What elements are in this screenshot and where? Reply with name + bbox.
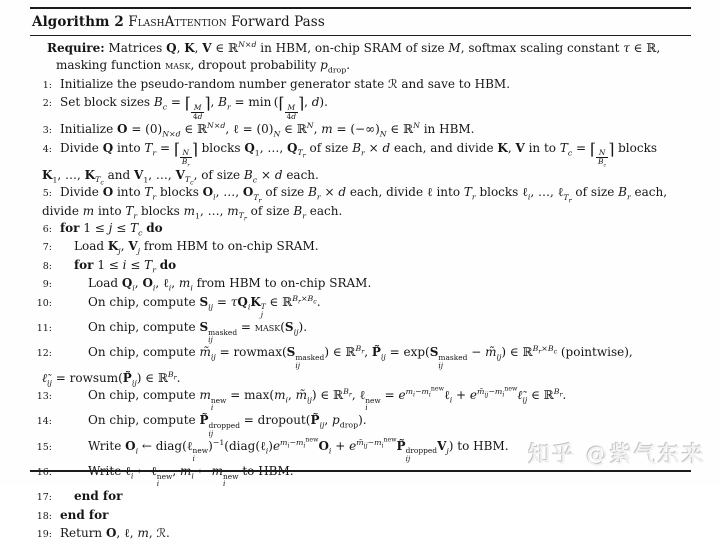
line-number: 19: [36,529,52,541]
line-content: Initialize $O = (0)_{N\times d}$ ∈ ℝ$^{N\times d}$, ℓ = $(0)_N$ ∈ ℝ$^N$, $m = (-\infty)_N$ ∈ ℝ$^N$ in HBM. [60,121,475,139]
algorithm-line [30,76,691,94]
line-content: end for [74,489,123,504]
algorithm-line [30,140,691,167]
algorithm-line [30,344,691,369]
algorithm-line [30,387,691,412]
algorithm-line [30,94,691,121]
algorithm-line-continuation [30,370,691,387]
line-number: 12: [36,348,52,360]
line-number: 17: [36,492,52,504]
line-content: for $1 \le i \le T_r$ do [74,257,177,275]
line-number: 5: [42,188,52,200]
line-content: $\ell̃_{ij}$ = $rowsum(P̃_{ij})$ ∈ ℝ$^{B_r}$. [42,369,181,387]
line-content: On chip, compute m new i = $\max(m_i$, $m̃_{ij}$) ∈ ℝ$^{B_r}$, ℓ new i = $e^{m_i-m_i^{new}}\ell_i$ + $e^{m̃_{ij}-m_i^{new}}\ell̃_{ij}$ ∈ ℝ$^{B_r}$. [88,385,567,413]
algorithm-name: FlashAttention [128,14,227,30]
algorithm-line [30,525,691,543]
algorithm-line-continuation [30,57,691,74]
line-number: 8: [42,260,52,272]
line-content: Require: Matrices Q, K, V ∈ ℝ$^{N\times d}$ in HBM, on-chip SRAM of size M, softmax scaling constant τ ∈ ℝ, [47,40,661,55]
line-content: Initialize the pseudo-random number generator state ℛ and save to HBM. [60,76,511,91]
algorithm-line [30,488,691,506]
algorithm-line [30,121,691,139]
line-number: 6: [42,224,52,235]
line-content: for $1 \le j \le T_c$ do [60,221,163,238]
line-content: end for [60,507,109,522]
line-number: 2: [42,98,52,110]
line-number: 9: [42,279,52,291]
line-content: Return O, ℓ, m, ℛ. [60,526,170,541]
line-number: 11: [36,322,52,334]
line-number: 15: [36,441,52,453]
line-number: 10: [36,297,52,309]
watermark: 知乎 @紫气东来 [528,443,706,468]
algorithm-line [30,275,691,293]
line-number: 3: [42,125,52,137]
line-content: Divide O into $T_r$ blocks $O_i$, …, $O_{T_r}$ of size $B_r \times d$ each, divide ℓ into $T_r$ blocks ℓ$_i$, …, ℓ$_{T_r}$ of size $B_r$ each, [60,185,668,205]
line-number: 4: [42,143,52,155]
algorithm-line-continuation [30,203,691,223]
algorithm-subtitle: Forward Pass [231,14,325,30]
line-number: 14: [36,416,52,428]
line-content: Write $O_i$ ← diag(ℓ new i )$^{-1}(diag(\ell_i)e^{m_i-m_i^{new}}O_i$ + $e^{m̃_{ij}-m_i^{new}}P̃$ dropped ij $V_j$) to HBM. [88,436,509,464]
line-content: On chip, compute $S_{ij} = \tau Q_iK$ T j ∈ ℝ$^{B_r\times B_c}$. [88,293,321,320]
require-block [30,36,691,76]
line-content: masking function mask, dropout probability $p_{drop}$. [56,58,351,75]
line-content: Set block sizes $B_c$ = ⌈ $\frac{M}{4d}$ ⌉, $B_r = \min$ (⌈ $\frac{M}{4d}$ ⌉, d). [60,94,328,121]
algorithm-line [30,507,691,525]
algorithm-line [30,220,691,238]
algorithm-line [30,257,691,275]
algorithm-line [30,319,691,344]
line-number: 7: [42,242,52,254]
line-content: On chip, compute $m̃_{ij} = rowmax(S$ masked ij ) ∈ ℝ$^{B_r}$, $P̃_{ij} = \exp(S$ masked ij − $m̃_{ij}$) ∈ ℝ$^{B_r\times B_c}$ (pointwise), [88,344,633,370]
algorithm-title [30,9,691,35]
line-content: Load $K_j$, $V_j$ from HBM to on-chip SRAM. [74,239,319,256]
algorithm-line [30,412,691,437]
line-number: 18: [36,510,52,522]
bottom-rule [30,470,691,472]
line-content: On chip, compute S masked ij = $mask(S_{ij})$. [88,319,308,345]
line-content: On chip, compute P̃ dropped ij = $dropout(P̃_{ij}$, $p_{drop}$). [88,413,367,438]
algorithm-line [30,40,691,57]
line-content: divide m into $T_r$ blocks $m_1$, …, $m_{T_r}$ of size $B_r$ each. [42,203,343,223]
algorithm-line [30,238,691,256]
algorithm-line-continuation [30,167,691,187]
line-number: 1: [42,79,52,91]
line-content: $K_1$, …, $K_{T_c}$ and $V_1$, …, $V_{T_c}$, of size $B_c \times d$ each. [42,167,319,187]
algorithm-line [30,294,691,319]
line-number: 13: [36,390,52,402]
line-content: Divide Q into $T_r$ = ⌈ $\frac{N}{B_r}$ ⌉ blocks $Q_1$, …, $Q_{T_r}$ of size $B_r \times d$ each, and divide K, V in to $T_c$ = ⌈ $\frac{N}{B_c}$ ⌉ blocks [60,139,658,169]
line-content: Write ℓ$_i$ ← ℓ new i , $m_i$ ← m new i to HBM. [88,463,294,489]
line-number: 16: [36,466,52,478]
line-content: Load $Q_i$, $O_i$, ℓ$_i$, $m_i$ from HBM to on-chip SRAM. [88,276,372,293]
algorithm-line [30,184,691,205]
algorithm-body [30,76,691,543]
algorithm-label: Algorithm 2 [32,14,124,30]
